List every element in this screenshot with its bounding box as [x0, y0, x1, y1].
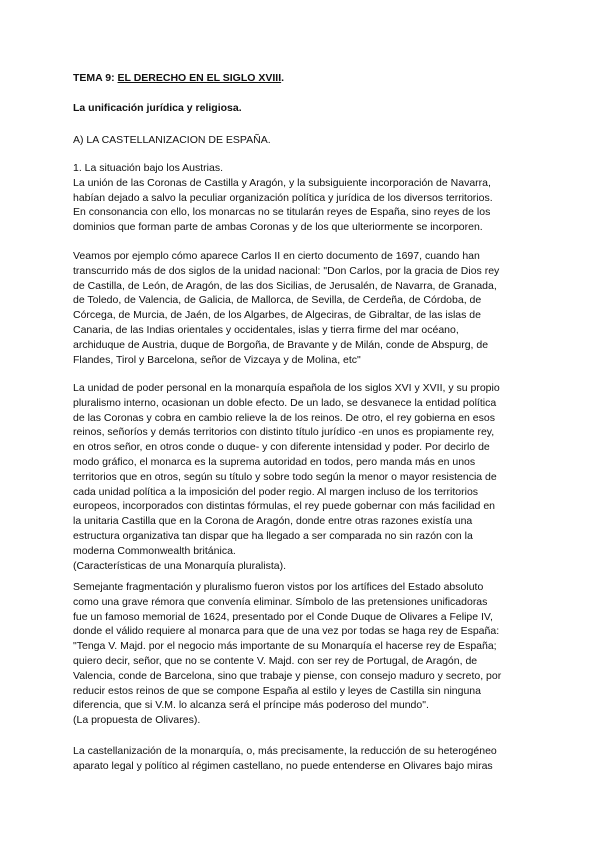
paragraph-line: En consonancia con ello, los monarcas no se titularán reyes de España, sino reyes de los: [73, 206, 491, 219]
paragraph-5: [73, 744, 533, 774]
paragraph-4: [73, 580, 533, 728]
paragraph-line: La unión de las Coronas de Castilla y Aragón, y la subsiguiente incorporación de Navarra,: [73, 176, 491, 189]
subtitle: La unificación jurídica y religiosa.: [73, 102, 242, 114]
paragraph-line: dominios que forman parte de ambas Coronas y de los que ulteriormente se incorporen.: [73, 221, 483, 234]
paragraph-line: quiero decir, señor, que no se contente V. Majd. con ser rey de Portugal, de Aragón, de: [73, 654, 478, 667]
paragraph-line: reducir estos reinos de que se compone España al estilo y leyes de Castilla sin ninguna: [73, 684, 481, 697]
paragraph-2: [73, 249, 533, 367]
paragraph-line: archiduque de Austria, duque de Borgoña, de Bravante y de Milán, conde de Abspurg, de: [73, 338, 489, 351]
paragraph-line: de Castilla, de León, de Aragón, de las dos Sicilias, de Jerusalén, de Navarra, de Granada,: [73, 279, 497, 292]
title-main: EL DERECHO EN EL SIGLO XVIII: [117, 72, 282, 84]
paragraph-line: "Tenga V. Majd. por el negocio más importante de su Monarquía el hacerse rey de España;: [73, 640, 497, 653]
paragraph-line: (Características de una Monarquía pluralista).: [73, 559, 287, 572]
title-suffix: .: [281, 72, 285, 84]
paragraph-line: estructura organizativa tan dispar que ha llegado a ser comparada no sin razón con la: [73, 529, 473, 542]
paragraph-line: Flandes, Tirol y Barcelona, señor de Vizcaya y de Molina, etc": [73, 353, 361, 366]
paragraph-line: como una grave rémora que convenía eliminar. Símbolo de las pretensiones unificadoras: [73, 595, 488, 608]
paragraph-1: [73, 161, 533, 235]
paragraph-line: Semejante fragmentación y pluralismo fueron vistos por los artífices del Estado absoluto: [73, 581, 484, 593]
paragraph-line: modo gráfico, el monarca es la suprema autoridad en todos, pero manda más en unos: [73, 455, 476, 468]
paragraph-line: La castellanización de la monarquía, o, más precisamente, la reducción de su heterogéneo: [73, 745, 497, 757]
paragraph-line: transcurrido más de dos siglos de la unidad nacional: "Don Carlos, por la gracia de Dios rey: [73, 264, 500, 277]
paragraph-line: fue un famoso memorial de 1624, presentado por el Conde Duque de Olivares a Felipe IV,: [73, 610, 493, 623]
document-title: [73, 71, 533, 86]
paragraph-line: Canaria, de las Indias orientales y occidentales, islas y tierra firme del mar océano,: [73, 323, 459, 336]
paragraph-line: la unitaria Castilla que en la Corona de Aragón, donde entre otras razones existía una: [73, 515, 473, 528]
paragraph-line: cada unidad política a la imposición del poder regio. Al margen incluso de los territorios: [73, 485, 479, 498]
paragraph-line: en otros señor, en otros conde o duque- y con diferente intensidad y poder. Por decirlo de: [73, 441, 490, 454]
paragraph-line: habían dejado a salvo la peculiar organización política y jurídica de los diversos territorios.: [73, 191, 493, 204]
section-heading: A) LA CASTELLANIZACION DE ESPAÑA.: [73, 134, 271, 146]
paragraph-line: territorios que en otros, según su título y sobre todo según la menor o mayor resistencia de: [73, 470, 497, 483]
title-prefix: TEMA 9:: [73, 72, 115, 84]
paragraph-line: pluralismo interno, ocasionan un doble efecto. De un lado, se desvanece la entidad política: [73, 396, 497, 409]
paragraph-line: La unidad de poder personal en la monarquía española de los siglos XVI y XVII, y su propio: [73, 382, 500, 394]
paragraph-line: de las Coronas y cobra en cambio relieve la de los reinos. De otro, el rey gobierna en esos: [73, 411, 495, 424]
paragraph-line: Veamos por ejemplo cómo aparece Carlos II en cierto documento de 1697, cuando han: [73, 250, 480, 262]
paragraph-line: reinos, señoríos y demás territorios con distinto título jurídico -en unos es propiamente rey,: [73, 426, 495, 439]
paragraph-line: Córcega, de Murcia, de Jaén, de los Algarbes, de Algeciras, de Gibraltar, de las islas de: [73, 309, 481, 322]
paragraph-line: (La propuesta de Olivares).: [73, 714, 201, 727]
paragraph-line: europeos, incorporados con distintas fórmulas, el rey puede gobernar con más facilidad en: [73, 500, 495, 513]
paragraph-line: de Toledo, de Valencia, de Galicia, de Mallorca, de Sevilla, de Cerdeña, de Córdoba, de: [73, 294, 482, 307]
paragraph-line: diferencia, que si V.M. lo alcanza será el príncipe más poderoso del mundo".: [73, 699, 429, 712]
paragraph-line: Valencia, conde de Barcelona, sino que trabaje y piense, con consejo maduro y secreto, por: [73, 669, 502, 682]
paragraph-line: donde el válido requiere al monarca para que de una vez por todas se haga rey de España:: [73, 625, 500, 638]
paragraph-3: [73, 381, 533, 573]
paragraph-line: 1. La situación bajo los Austrias.: [73, 162, 224, 174]
paragraph-line: moderna Commonwealth británica.: [73, 544, 236, 557]
paragraph-line: aparato legal y político al régimen castellano, no puede entenderse en Olivares bajo miras: [73, 759, 493, 772]
